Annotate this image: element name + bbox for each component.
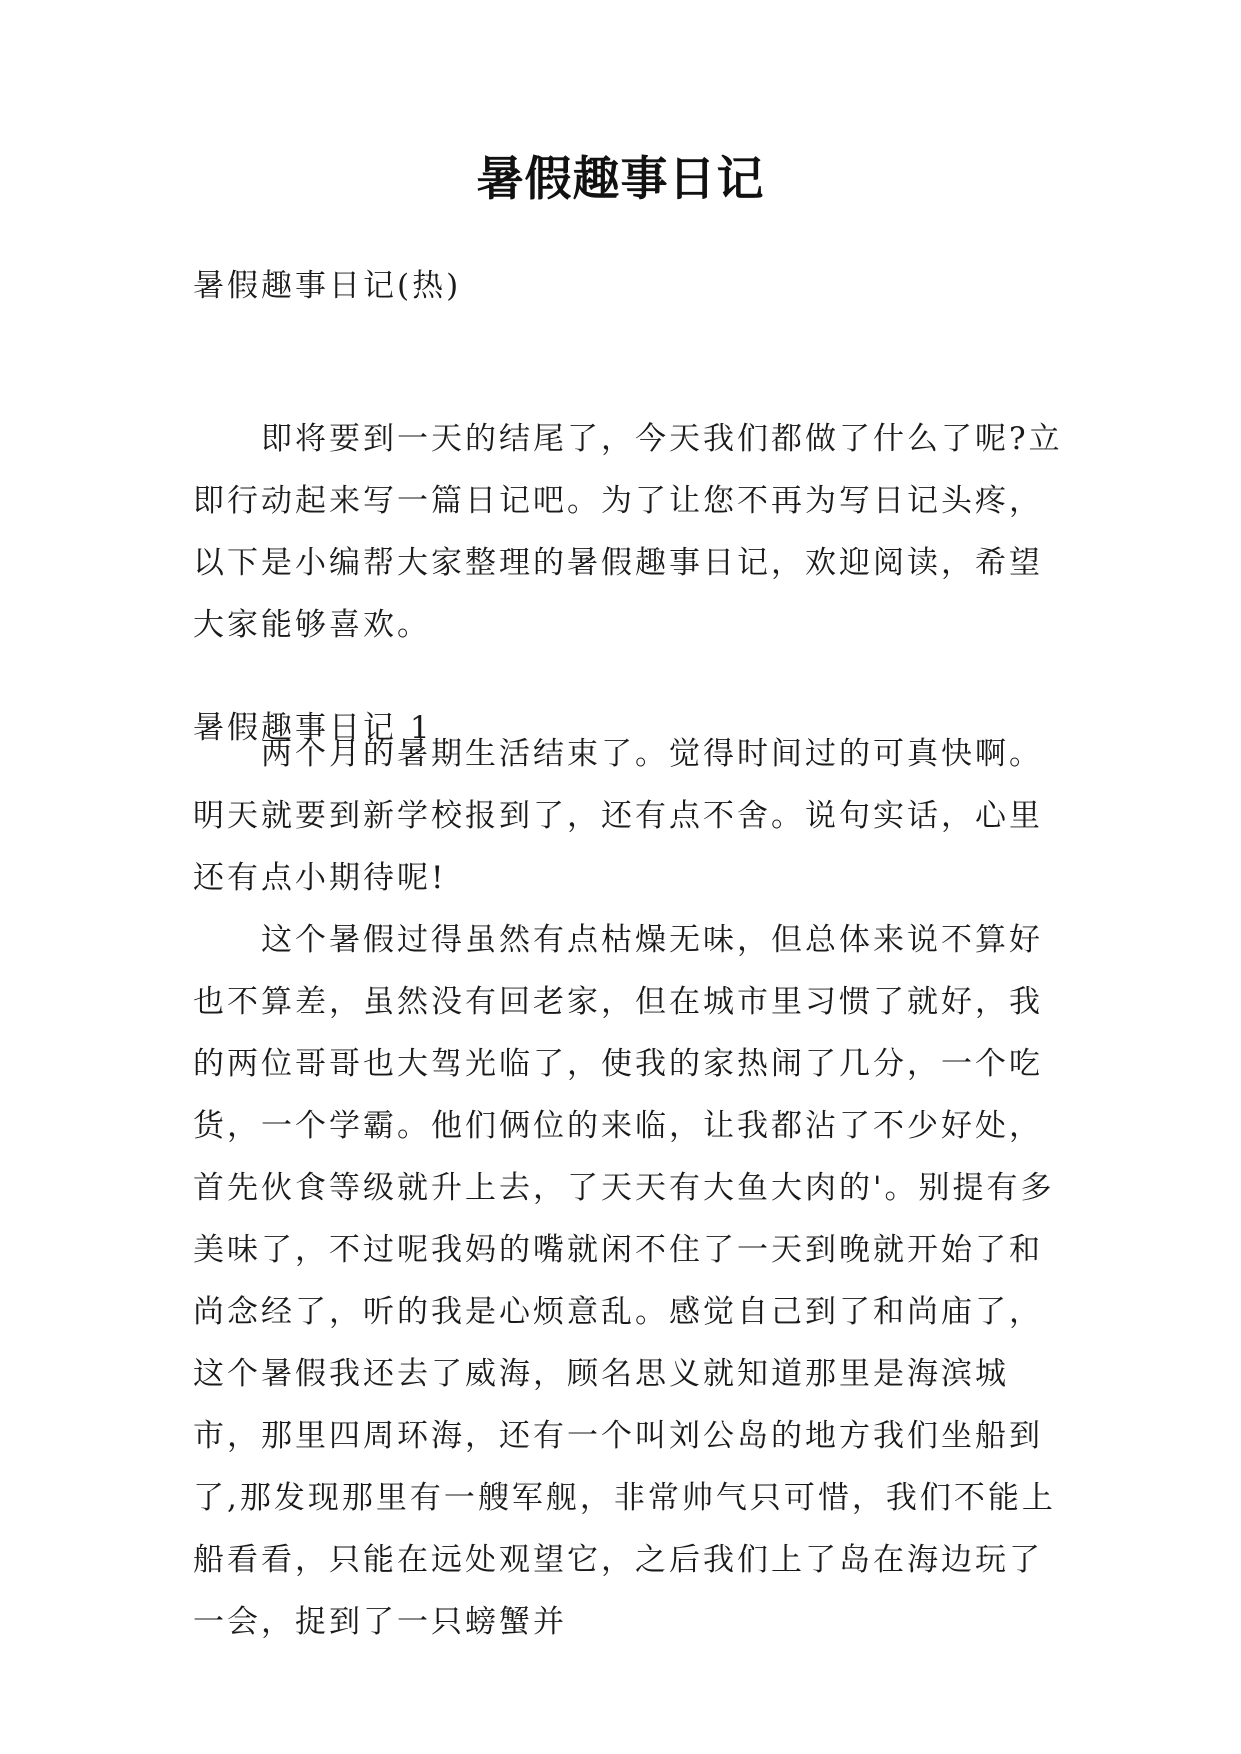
intro-paragraph: 即将要到一天的结尾了，今天我们都做了什么了呢?立即行动起来写一篇日记吧。为了让您不再为写日记头疼，以下是小编帮大家整理的暑假趣事日记，欢迎阅读，希望大家能够喜欢。: [193, 421, 1063, 643]
document-subtitle: 暑假趣事日记(热): [193, 268, 462, 304]
body-paragraph: 这个暑假过得虽然有点枯燥无味，但总体来说不算好也不算差，虽然没有回老家，但在城市里习惯了就好，我的两位哥哥也大驾光临了，使我的家热闹了几分，一个吃货，一个学霸。他们俩位的来临，让我都沾了不少好处，首先伙食等级就升上去，了天天有大鱼大肉的'。别提有多美味了，不过呢我妈的嘴就闲不住了一天到晚就开始了和尚念经了，听的我是心烦意乱。感觉自己到了和尚庙了，这个暑假我还去了威海，顾名思义就知道那里是海滨城市，那里四周环海，还有一个叫刘公岛的地方我们坐船到了,那发现那里有一艘军舰，非常帅气只可惜，我们不能上船看看，只能在远处观望它，之后我们上了岛在海边玩了一会，捉到了一只螃蟹并: [193, 922, 1056, 1640]
section-heading: 暑假趣事日记 1: [193, 710, 433, 746]
document-title: 暑假趣事日记: [476, 152, 765, 207]
body-paragraph: 两个月的暑期生活结束了。觉得时间过的可真快啊。明天就要到新学校报到了，还有点不舍。说句实话，心里还有点小期待呢!: [193, 736, 1043, 896]
